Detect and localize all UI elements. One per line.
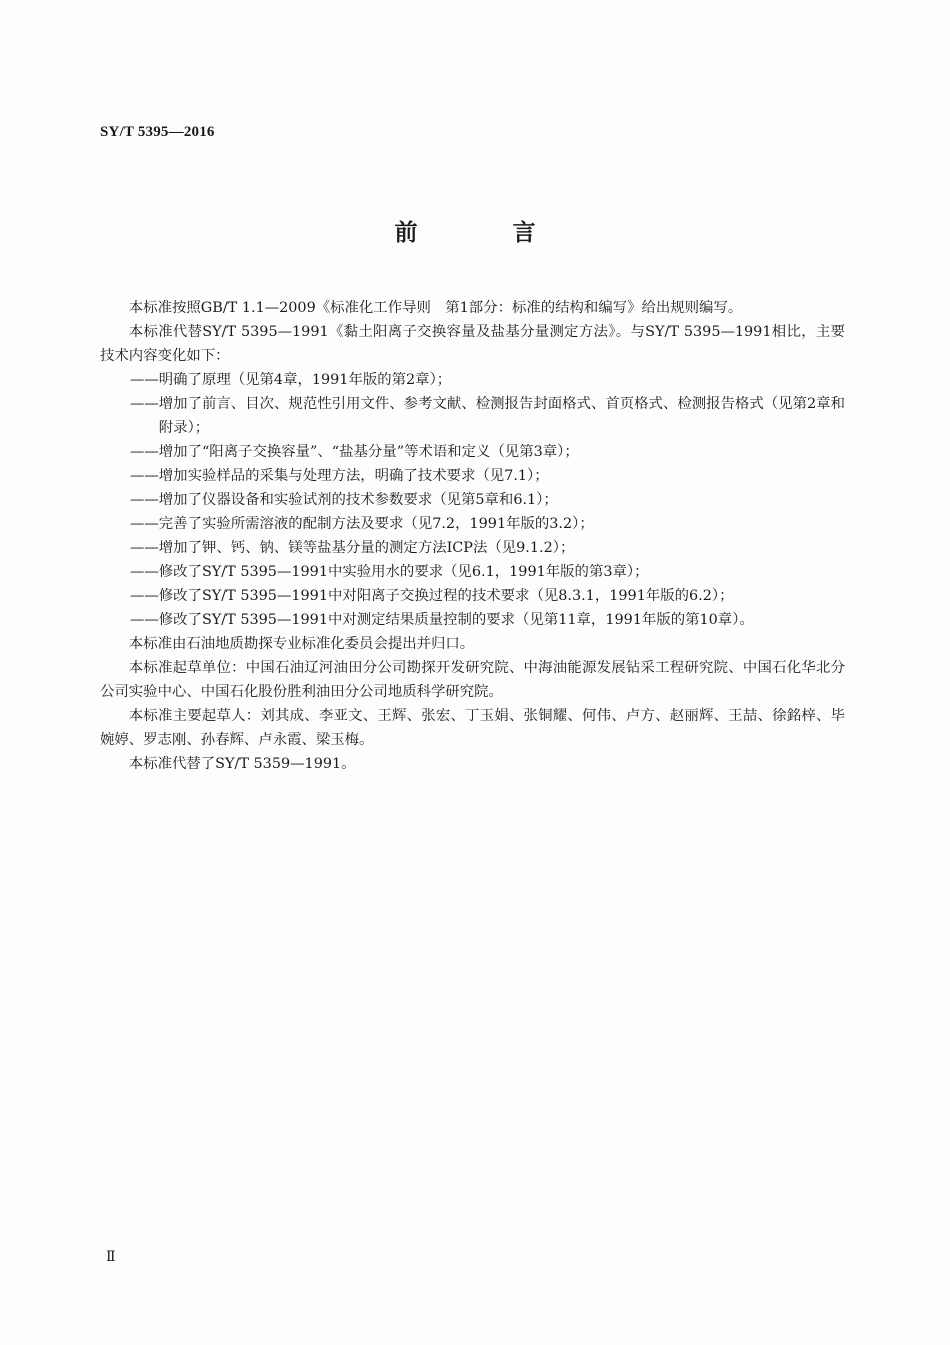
paragraph-proposer: 本标准由石油地质勘探专业标准化委员会提出并归口。 xyxy=(128,636,475,652)
list-item-text: 完善了实验所需溶液的配制方法及要求（见7.2，1991年版的3.2）； xyxy=(158,516,594,532)
list-item-text: 增加了前言、目次、规范性引用文件、参考文献、检测报告封面格式、首页格式、检测报告格式（见第2章和附录）； xyxy=(158,396,845,436)
list-item-text: 修改了SY/T 5395—1991中对测定结果质量控制的要求（见第11章，1991年版的第10章）。 xyxy=(158,612,754,628)
page-number: Ⅱ xyxy=(106,1250,116,1265)
list-item-text: 明确了原理（见第4章，1991年版的第2章）； xyxy=(158,372,452,388)
paragraph-replacement: 本标准代替SY/T 5395—1991《黏土阳离子交换容量及盐基分量测定方法》。与SY/T 5395—1991相比，主要技术内容变化如下： xyxy=(100,324,845,364)
list-item-text: 修改了SY/T 5395—1991中对阳离子交换过程的技术要求（见8.3.1，1991年版的6.2）； xyxy=(158,588,734,604)
list-item xyxy=(100,440,845,464)
page-title: 前 言 xyxy=(394,220,572,246)
list-item-text: 增加实验样品的采集与处理方法，明确了技术要求（见7.1）； xyxy=(158,468,549,484)
foreword-body xyxy=(100,296,845,776)
list-item xyxy=(100,584,845,608)
paragraph-drafting-units: 本标准起草单位：中国石油辽河油田分公司勘探开发研究院、中海油能源发展钻采工程研究院、中国石化华北分公司实验中心、中国石化股份胜利油田分公司地质科学研究院。 xyxy=(100,660,845,700)
paragraph-drafting-rules: 本标准按照GB/T 1.1—2009《标准化工作导则 第1部分：标准的结构和编写》给出规则编写。 xyxy=(128,300,743,316)
list-dash: —— xyxy=(130,612,159,628)
standard-code: SY/T 5395—2016 xyxy=(100,124,215,140)
list-item xyxy=(100,464,845,488)
list-dash: —— xyxy=(130,468,159,484)
list-dash: —— xyxy=(130,396,159,412)
paragraph-drafters: 本标准主要起草人：刘其成、李亚文、王辉、张宏、丁玉娟、张铜耀、何伟、卢方、赵丽辉、王喆、徐銘梓、毕婉婷、罗志刚、孙春辉、卢永霞、梁玉梅。 xyxy=(100,708,845,748)
list-item-text: 增加了“阳离子交换容量”、“盐基分量”等术语和定义（见第3章）； xyxy=(158,444,579,460)
list-item xyxy=(100,512,845,536)
list-item xyxy=(100,536,845,560)
list-dash: —— xyxy=(130,588,159,604)
list-item-text: 增加了仪器设备和实验试剂的技术参数要求（见第5章和6.1）； xyxy=(158,492,558,508)
list-item-text: 修改了SY/T 5395—1991中实验用水的要求（见6.1，1991年版的第3章）； xyxy=(158,564,649,580)
changes-list xyxy=(100,368,845,632)
list-dash: —— xyxy=(130,444,159,460)
list-item xyxy=(100,560,845,584)
list-item xyxy=(100,488,845,512)
list-dash: —— xyxy=(130,492,159,508)
list-dash: —— xyxy=(130,564,159,580)
list-dash: —— xyxy=(130,372,159,388)
list-dash: —— xyxy=(130,540,159,556)
list-item xyxy=(100,392,845,440)
list-item xyxy=(100,368,845,392)
list-item xyxy=(100,608,845,632)
paragraph-supersedes: 本标准代替了SY/T 5359—1991。 xyxy=(128,756,356,772)
list-item-text: 增加了钾、钙、钠、镁等盐基分量的测定方法ICP法（见9.1.2）； xyxy=(158,540,575,556)
list-dash: —— xyxy=(130,516,159,532)
